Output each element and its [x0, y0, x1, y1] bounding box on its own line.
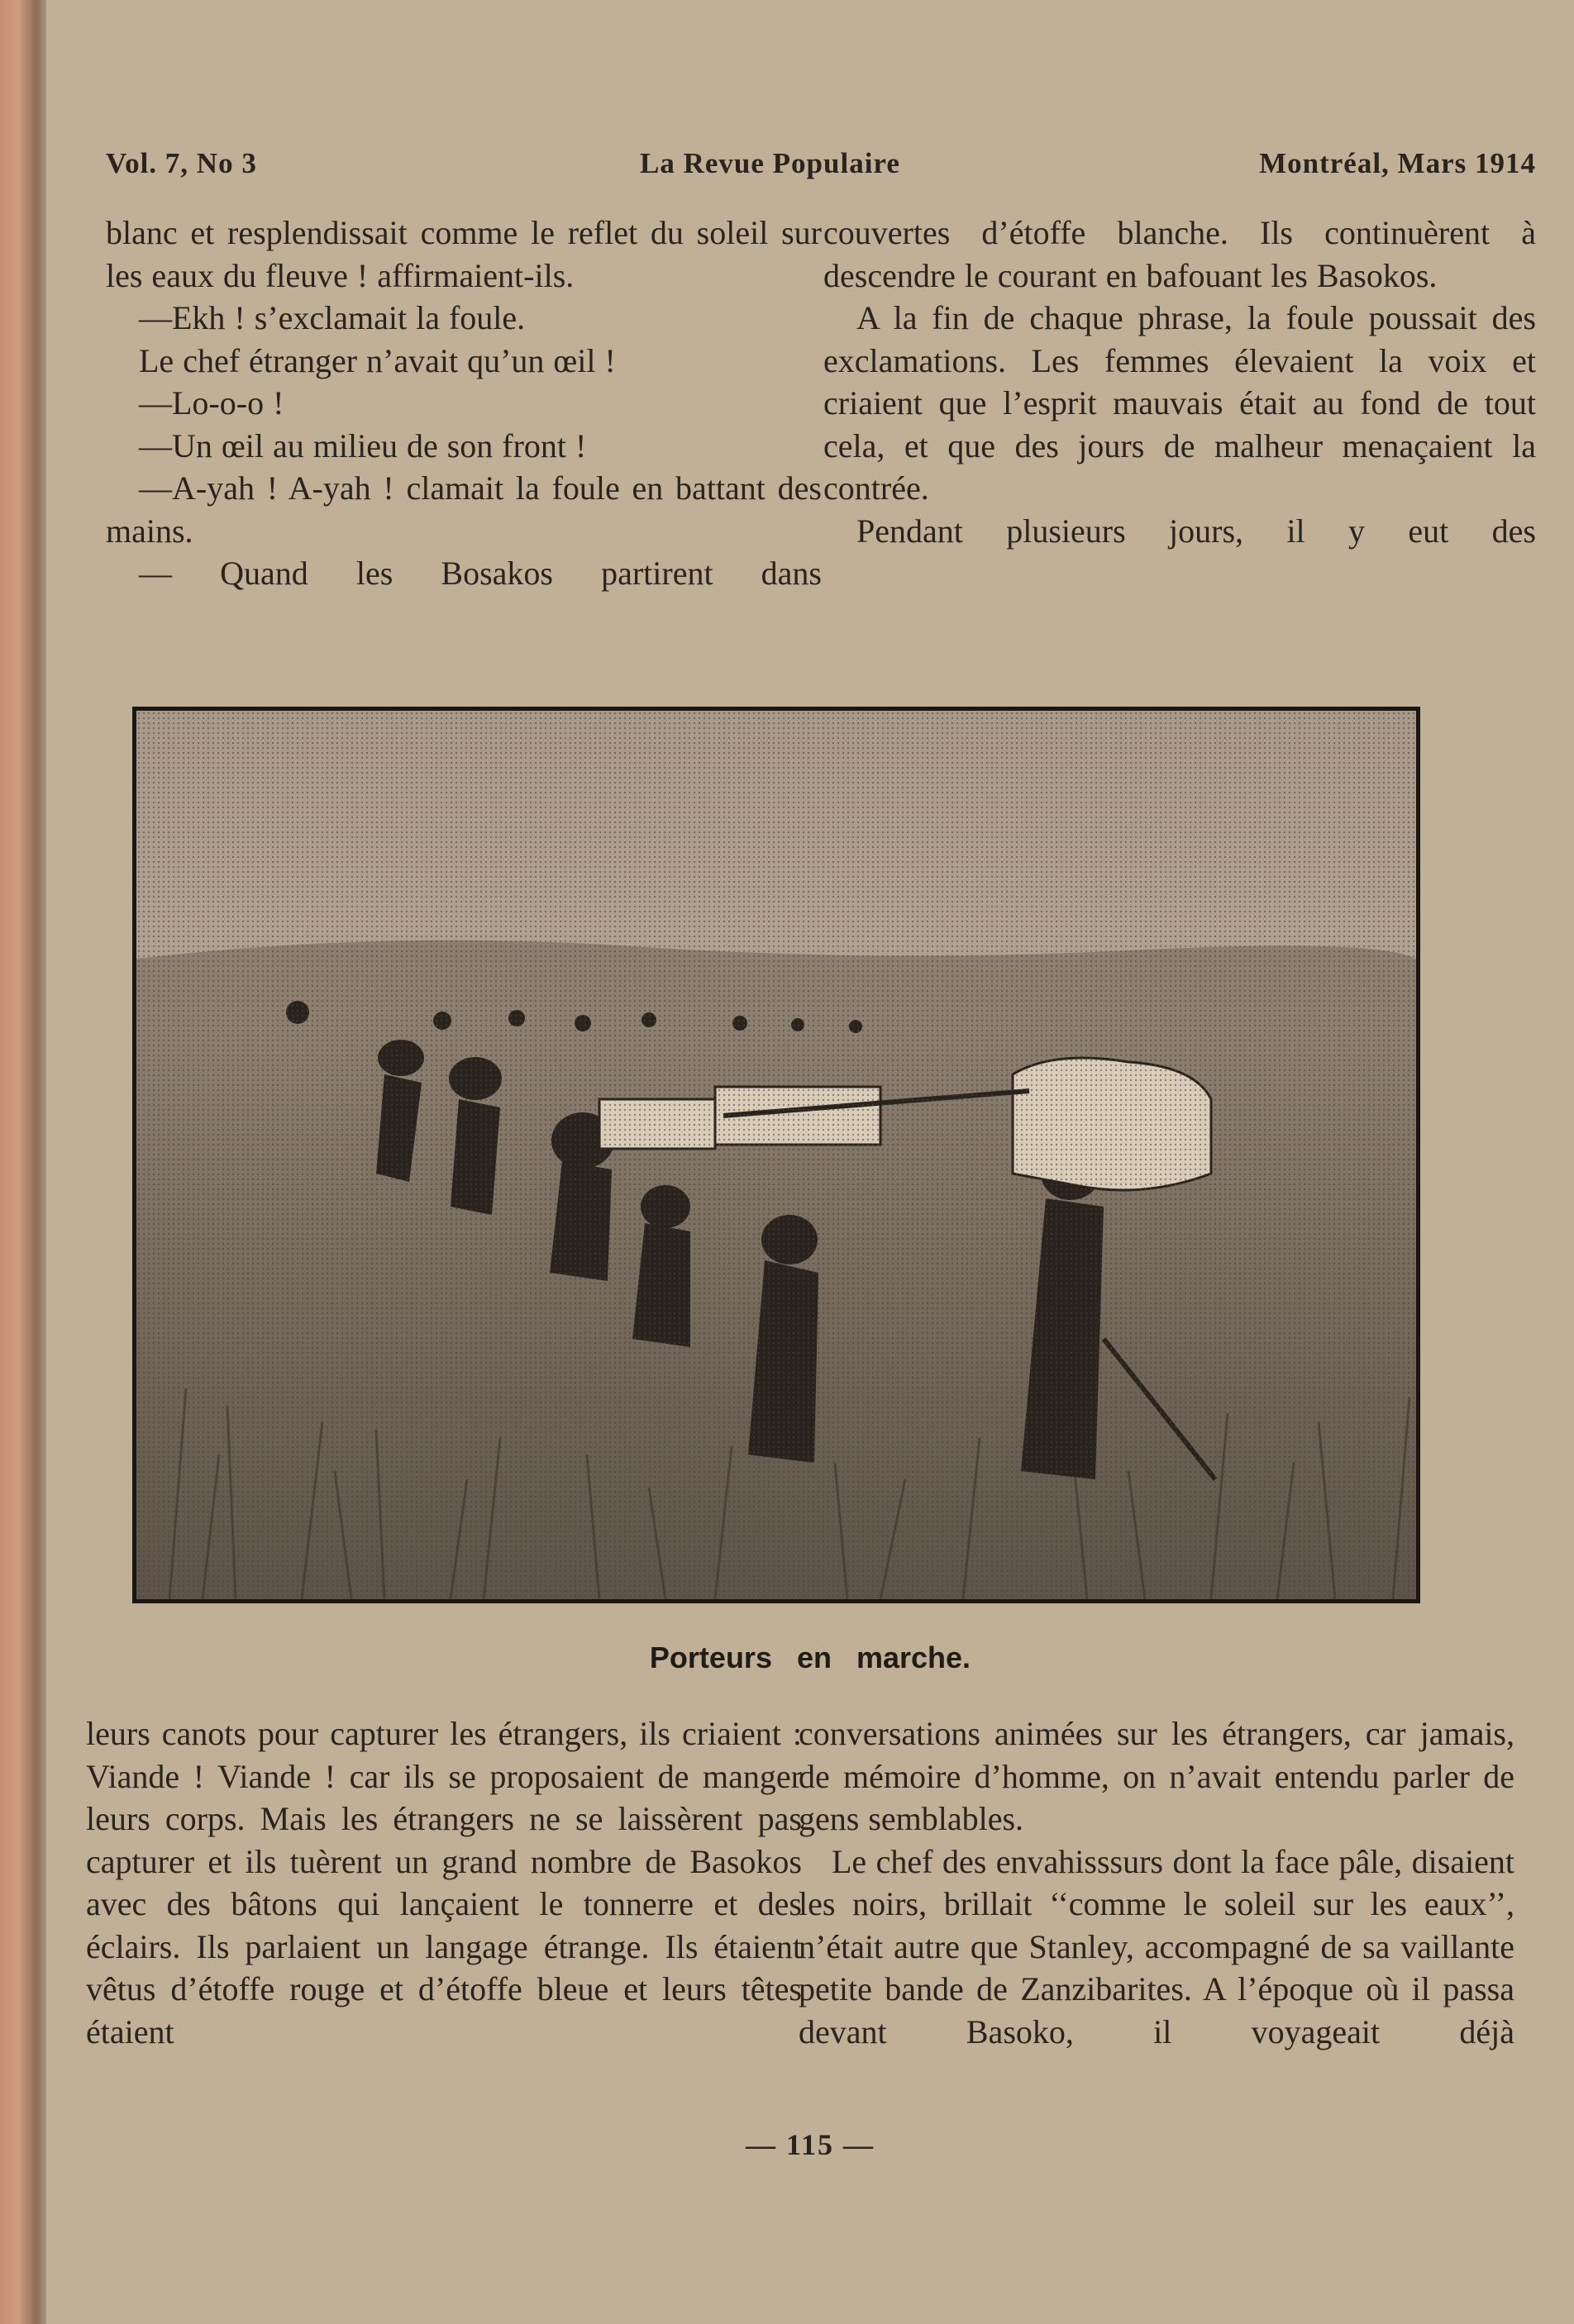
paragraph: —Ekh ! s’exclamait la foule. [139, 299, 526, 336]
photo-porters-in-grass [132, 707, 1420, 1603]
paragraph: —A-yah ! A-yah ! clamait la foule en battant des mains. [106, 469, 822, 550]
paragraph: blanc et resplendissait comme le reflet du soleil sur les eaux du fleuve ! affirmaient-ils. [106, 214, 822, 294]
paragraph: Le chef des envahisssurs dont la face pâle, disaient les noirs, brillait ‘‘comme le soleil sur les eaux’’, n’était autre que Stanley, accompagné de sa vaillante petite bande de Zanzibarites. A l’époque où il passa devant Basoko, il voyageait déjà [799, 1842, 1514, 2050]
paragraph: Le chef étranger n’avait qu’un œil ! [139, 341, 616, 379]
paragraph: leurs canots pour capturer les étrangers, ils criaient : Viande ! Viande ! car ils se proposaient de manger leurs corps. Mais les étrangers ne se laissèrent pas capturer et ils tuèrent un grand nombre de Basokos avec des bâtons qui lançaient le tonnerre et des éclairs. Ils parlaient un langage étrange. Ils étaient vêtus d’étoffe rouge et d’étoffe bleue et leurs têtes étaient [86, 1715, 802, 2050]
column-bottom-right [799, 1712, 1514, 2053]
header-volume: Vol. 7, No 3 [106, 147, 257, 179]
page-edge [0, 0, 46, 2324]
paragraph: —Lo-o-o ! [139, 384, 284, 421]
header-date: Montréal, Mars 1914 [1259, 147, 1536, 179]
header-title: La Revue Populaire [640, 147, 900, 179]
paragraph: conversations animées sur les étrangers, car jamais, de mémoire d’homme, on n’avait entendu parler de gens semblables. [799, 1715, 1514, 1837]
paragraph: —Un œil au milieu de son front ! [139, 426, 587, 464]
page-number: — 115 — [745, 2128, 875, 2161]
figure-caption: Porteurs en marche. [649, 1641, 971, 1674]
paragraph: A la fin de chaque phrase, la foule poussait des exclamations. Les femmes élevaient la voix et criaient que l’esprit mauvais était au fond de tout cela, et que des jours de malheur menaçaient la contrée. [823, 299, 1536, 507]
paragraph: Pendant plusieurs jours, il y eut des [856, 512, 1536, 550]
photo-illustration [136, 711, 1416, 1599]
column-top-right [823, 212, 1536, 552]
paragraph: couvertes d’étoffe blanche. Ils continuèrent à descendre le courant en bafouant les Basokos. [823, 214, 1536, 294]
column-top-left [106, 212, 822, 595]
paragraph: — Quand les Bosakos partirent dans [139, 555, 822, 592]
column-bottom-left [86, 1712, 802, 2053]
